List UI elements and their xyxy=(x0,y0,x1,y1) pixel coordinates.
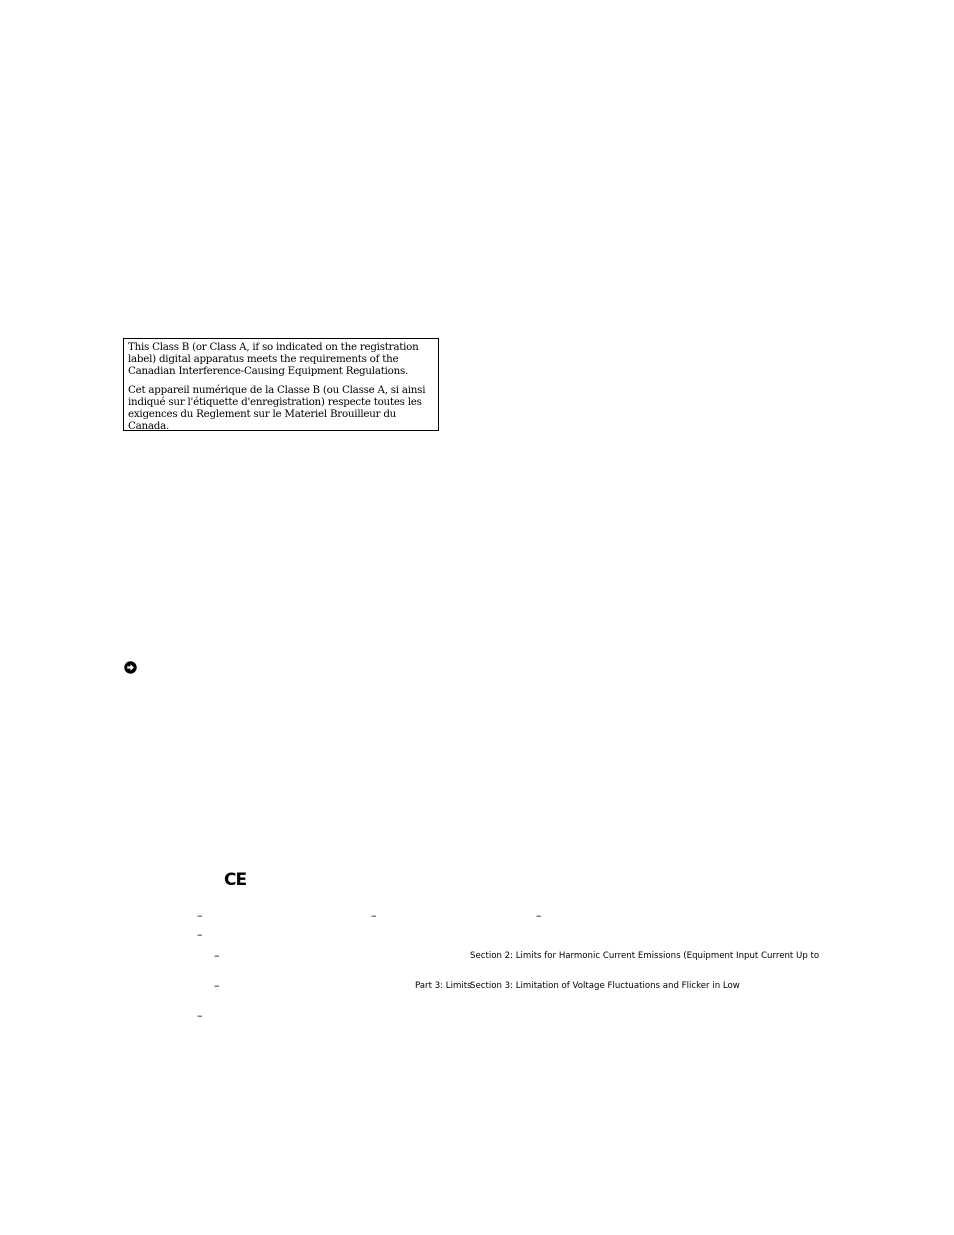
list-dash: – xyxy=(197,1009,203,1022)
notice-english-text: This Class B (or Class A, if so indicated on the registration label) digital apparatus meets the requirements of the Canadian Interference-Causing Equipment Regulations. xyxy=(128,341,419,377)
list-dash: – xyxy=(214,949,220,962)
list-dash: – xyxy=(371,909,377,922)
part3-limits-text: Part 3: Limits xyxy=(415,981,472,991)
list-dash: – xyxy=(197,928,203,941)
harmonic-section-text: Section 2: Limits for Harmonic Current Emissions (Equipment Input Current Up to xyxy=(470,951,820,961)
list-dash: – xyxy=(214,979,220,992)
ce-mark-logo: CE xyxy=(224,870,247,890)
notice-french-text: Cet appareil numérique de la Classe B (ou Classe A, si ainsi indiqué sur l'étiquette d'enregistration) respecte toutes les exigences du Reglement sur le Materiel Brouilleur du Canada. xyxy=(128,384,426,432)
list-dash: – xyxy=(536,909,542,922)
notice-arrow-icon xyxy=(124,661,137,674)
voltage-section-text: Section 3: Limitation of Voltage Fluctuations and Flicker in Low xyxy=(470,981,740,991)
list-dash: – xyxy=(197,909,203,922)
canadian-compliance-notice xyxy=(123,338,439,431)
